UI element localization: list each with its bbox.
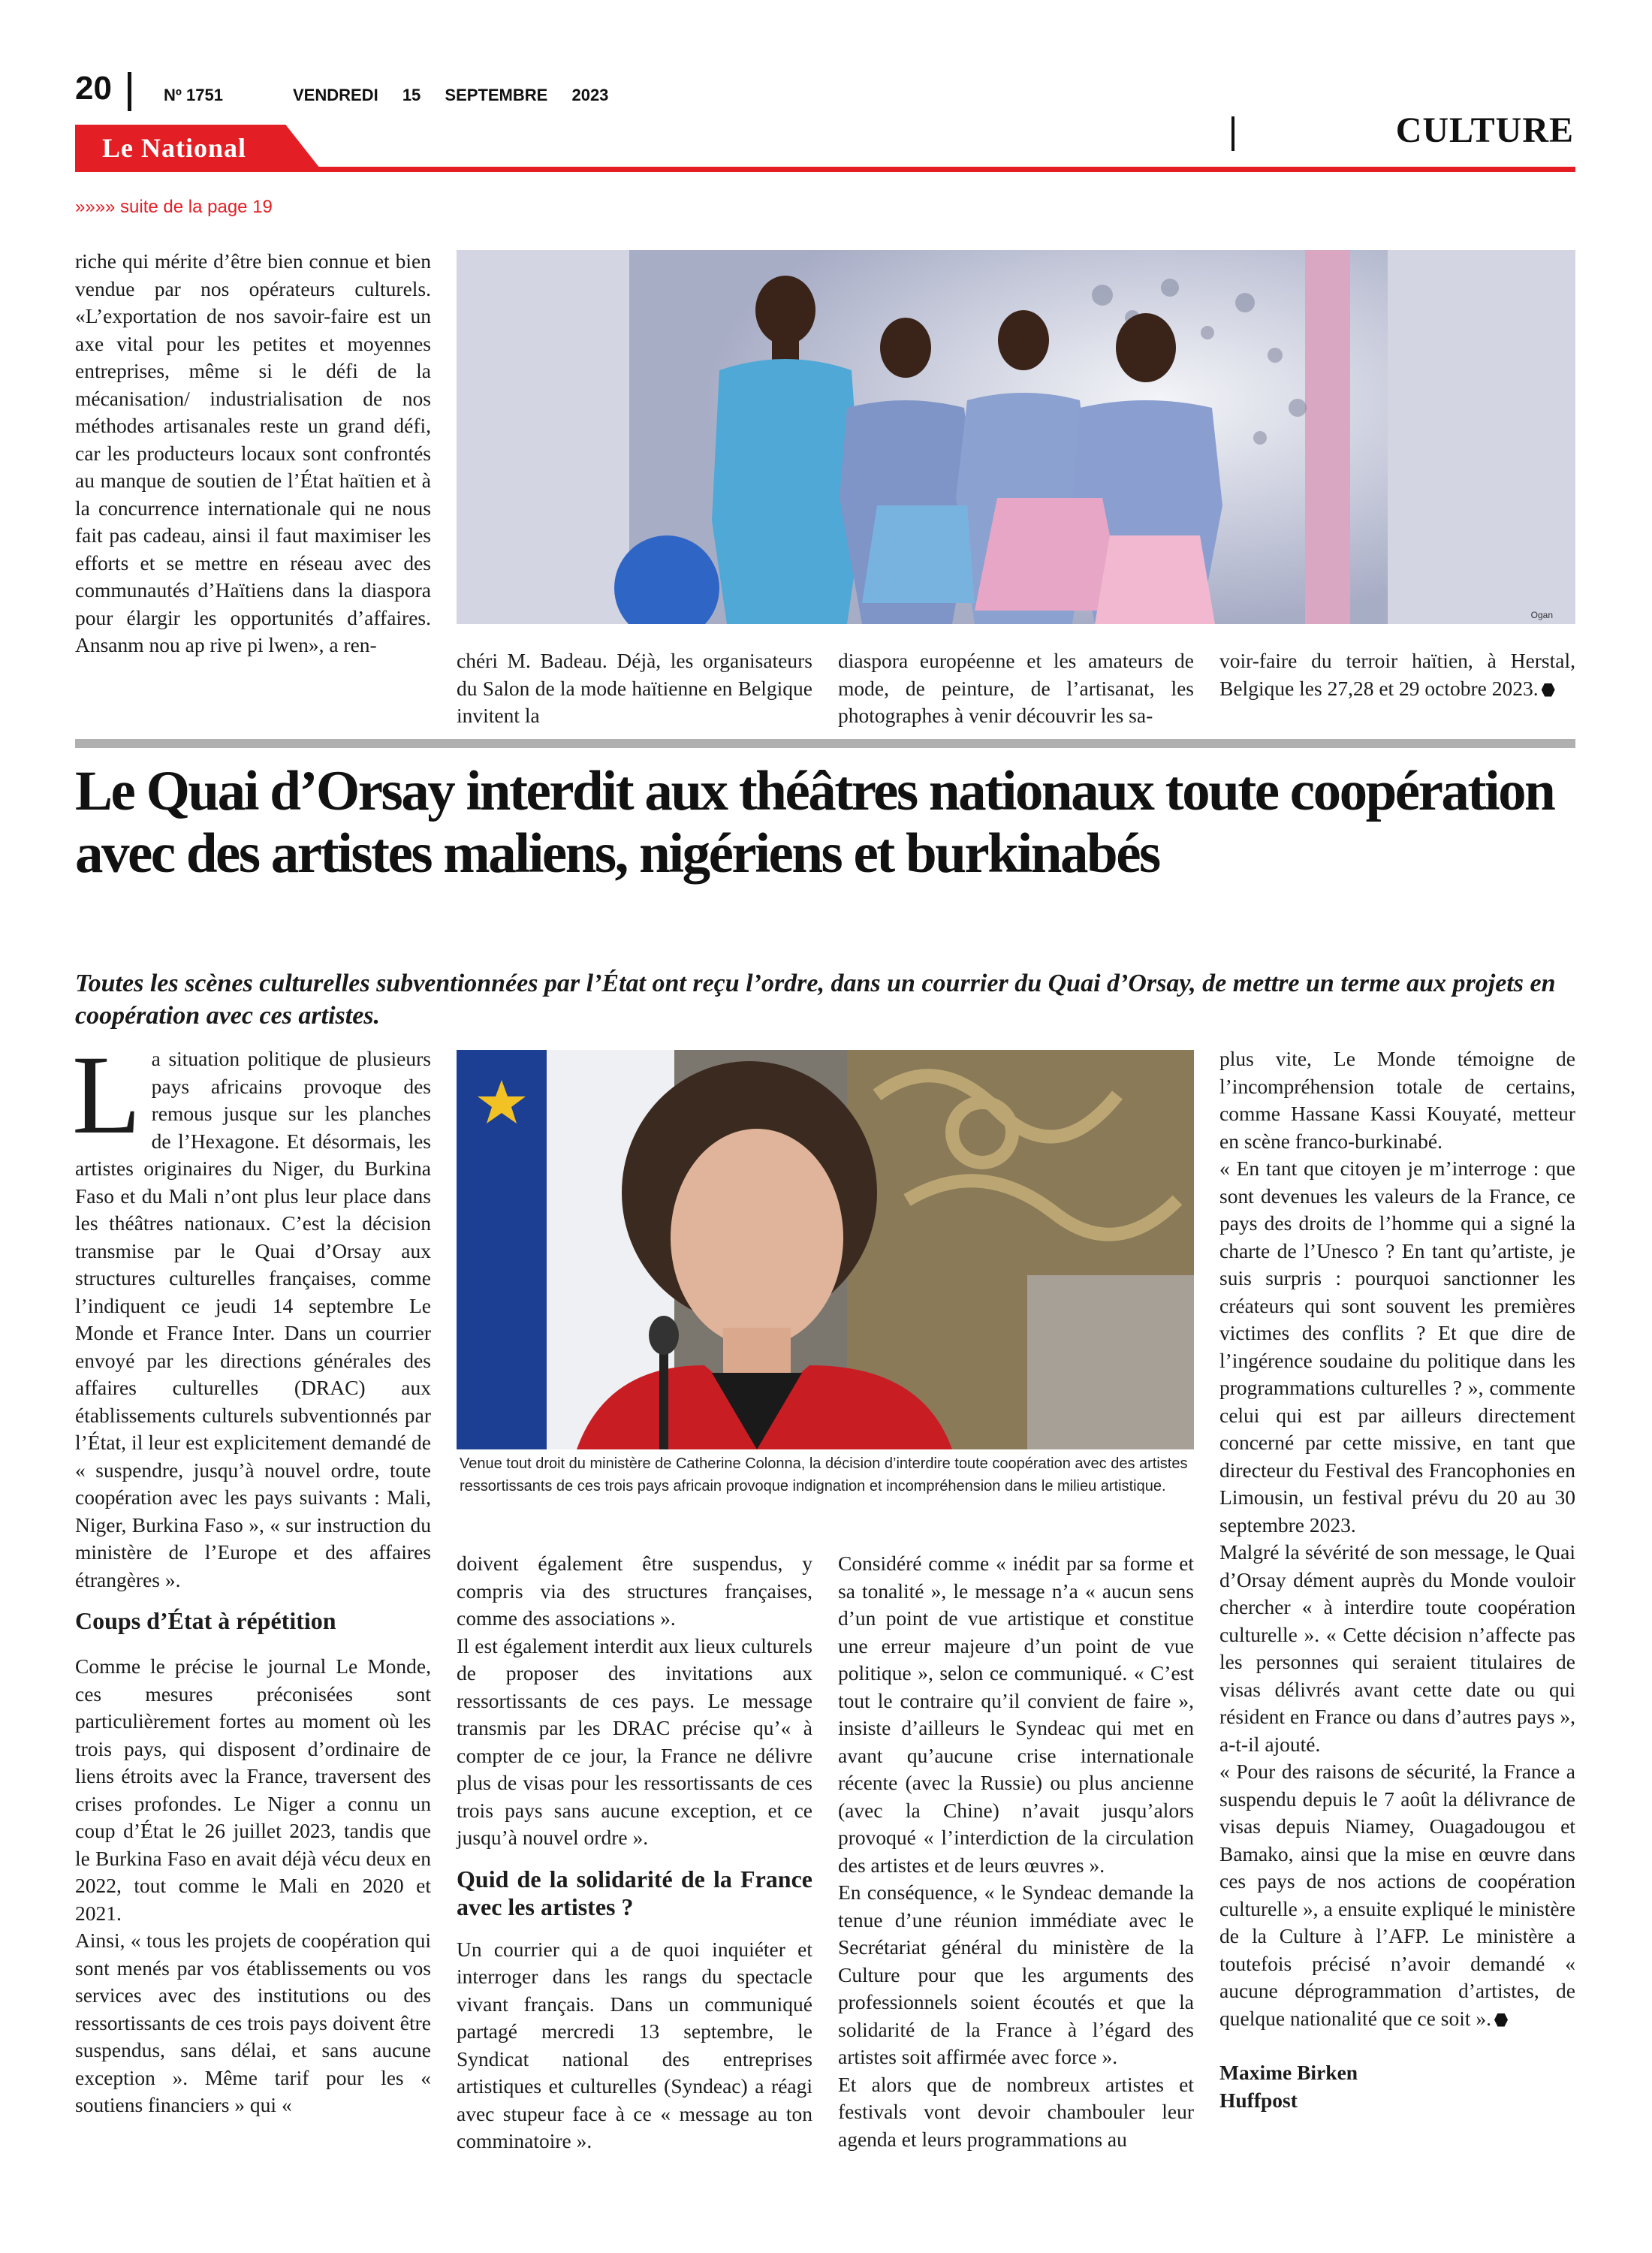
main-col4-p2: « En tant que citoyen je m’interroge : que sont devenues les valeurs de la France, ce pays des droits de l’homme qui a signé la charte de l’Unesco ? En tant qu’artiste, je suis surpris : pourquoi sanctionner les créateurs qui sont souvent les premières victimes des conflits ? Et que dire de l’ingérence soudaine du politique dans les programmations culturelles ? », commente celui qui est par ailleurs directement concerné par cette missive, en tant que directeur du Festival des Francophonies en Limousin, un festival prévu du 20 au 30 septembre 2023.: [1219, 1157, 1575, 1537]
end-of-article-icon: [1542, 683, 1555, 697]
main-col3-p2: En conséquence, « le Syndeac demande la tenue d’une réunion immédiate avec le Secrétariat général du ministère de la Culture pour que les arguments des professionnels soient écoutés et que la solidarité de la France à l’égard des artistes soit affirmée avec force ».: [838, 1881, 1194, 2068]
section-title: CULTURE: [1395, 110, 1574, 150]
top-article-col3: diaspora européenne et les amateurs de mode, de peinture, de l’artisanat, les photographes à venir découvrir les sa-: [838, 649, 1194, 727]
main-col2-p1: doivent également être suspendus, y compris via des structures françaises, comme des associations ».: [457, 1552, 812, 1630]
top-article-col4-text: voir-faire du terroir haïtien, à Herstal, Belgique les 27,28 et 29 octobre 2023.: [1219, 649, 1575, 700]
end-of-article-icon: [1494, 2013, 1508, 2027]
continued-from: »»»» suite de la page 19: [75, 197, 273, 217]
main-col2: [457, 1550, 812, 2155]
main-col4-p1: plus vite, Le Monde témoigne de l’incompréhension totale de certains, comme Hassane Kassi Kouyaté, metteur en scène franco-burkinabé.: [1219, 1047, 1575, 1153]
top-article-col1: riche qui mérite d’être bien connue et bien vendue par nos opérateurs culturels. «L’exportation de nos savoir-faire est un axe vital pour les petites et moyennes entreprises, même si le défi de la mécanisation/ industrialisation de nos méthodes artisanales reste un grand défi, car les producteurs locaux sont confrontés au manque de soutien de l’État haïtien et à la concurrence internationale qui ne nous fait pas cadeau, ainsi il faut maximiser les efforts et se mettre en réseau avec des communautés d’Haïtiens dans la diaspora pour élargir les opportunités d’affaires. Ansanm nou ap rive pi lwen», a ren-: [75, 249, 431, 656]
top-article-col2: chéri M. Badeau. Déjà, les organisateurs du Salon de la mode haïtienne en Belgique invitent la: [457, 649, 812, 727]
minister-portrait-image: [457, 1050, 1194, 1449]
section-divider: [1231, 116, 1234, 151]
author-source: Huffpost: [1219, 2088, 1298, 2112]
lede: Toutes les scènes culturelles subventionnées par l’État ont reçu l’ordre, dans un courrier du Quai d’Orsay, de mettre un terme aux projets en coopération avec ces artistes.: [75, 970, 1556, 1030]
subhead-solidarite: Quid de la solidarité de la France avec les artistes ?: [457, 1865, 812, 1920]
date-day-name: VENDREDI: [293, 86, 378, 104]
brand-logo: Le National: [102, 133, 247, 163]
page-number-divider: [128, 72, 131, 111]
main-col1-p3: Ainsi, « tous les projets de coopération qui sont menés par vos établissements ou vos services avec des institutions ou des ressortissants de ces trois pays doivent être suspendus, sans délai, et sans aucune exception ». Même tarif pour les « soutiens financiers » qui «: [75, 1929, 431, 2116]
main-col1: [72, 1033, 431, 2119]
colonna-photo: [457, 1050, 1194, 1449]
fashion-photo: [457, 250, 1575, 624]
main-col2-p3: Un courrier qui a de quoi inquiéter et interroger dans les rangs du spectacle vivant français. Dans un communiqué partagé mercredi 13 septembre, le Syndicat national des entreprises artistiques et culturelles (Syndeac) a réagi avec stupeur face à ce « message au ton comminatoire ».: [457, 1937, 812, 2152]
main-col4-p3: Malgré la sévérité de son message, le Quai d’Orsay dément auprès du Monde vouloir chercher « à interdire toute coopération culturelle ». « Cette décision n’affecte pas les personnes qui seraient titulaires de visas délivrés avant cette date ou qui résident en France ou dans d’autres pays », a-t-il ajouté.: [1219, 1540, 1575, 1756]
article-separator: [75, 739, 1575, 748]
photo-caption: Venue tout droit du ministère de Catherine Colonna, la décision d’interdire toute coopération avec des artistes ressortissants de ces trois pays africain provoque indignation et incompréhension dans le milieu artistique.: [460, 1455, 1188, 1494]
subhead-coups: Coups d’État à répétition: [75, 1607, 336, 1634]
top-article-col4: [1219, 647, 1575, 702]
main-col2-p2: Il est également interdit aux lieux culturels de proposer des invitations aux ressortissants de ces pays. Le message transmis par les DRAC précise qu’« à compter de ce jour, la France ne délivre plus de visas pour les ressortissants de ces trois pays sans aucune exception, et ce jusqu’à nouvel ordre ».: [457, 1633, 812, 1849]
main-col1-intro: a situation politique de plusieurs pays africains provoque des remous jusque sur les planches de l’Hexagone. Et désormais, les artistes originaires du Niger, du Burkina Faso et du Mali n’ont plus leur place dans les théâtres nationaux. C’est la décision transmise par le Quai d’Orsay aux structures culturelles françaises, comme l’indiquent ce jeudi 14 septembre Le Monde et France Inter. Dans un courrier envoyé par les directions générales des affaires culturelles (DRAC) aux établissements culturels subventionnés par l’État, il leur est explicitement demandé de « suspendre, jusqu’à nouvel ordre, toute coopération avec les pays suivants : Mali, Niger, Burkina Faso », « sur instruction du ministère de l’Europe et des affaires étrangères ».: [75, 1047, 431, 1591]
main-col4-p4: « Pour des raisons de sécurité, la France a suspendu depuis le 7 août la délivrance de visas depuis Niamey, Ouagadougou et Bamako, ainsi que la mise en œuvre dans ces pays de nos actions de coopération culturelle », a ensuite expliqué le ministère de la Culture à l’AFP. Le ministère a toutefois précisé n’avoir demandé « aucune déprogrammation d’artistes, de quelque nationalité que ce soit ».: [1219, 1760, 1575, 2030]
headline: Le Quai d’Orsay interdit aux théâtres nationaux toute coopération avec des artistes maliens, nigériens et burkinabés: [75, 760, 1554, 885]
author-name: Maxime Birken: [1219, 2061, 1358, 2084]
main-col4: [1219, 1045, 1575, 2114]
main-col3: [838, 1550, 1194, 2153]
issue-number: Nº 1751: [164, 86, 223, 104]
main-col1-p2: Comme le précise le journal Le Monde, ces mesures préconisées sont particulièrement fortes au moment où les trois pays, qui disposent d’ordinaire de liens étroits avec la France, traversent des crises profondes. Le Niger a connu un coup d’État le 26 juillet 2023, tandis que le Burkina Faso en avait déjà vécu deux en 2022, tout comme le Mali en 2020 et 2021.: [75, 1654, 431, 1925]
dropcap: L: [72, 1033, 141, 1157]
page-number: 20: [75, 70, 112, 107]
photo-credit: Ogan: [1530, 610, 1553, 620]
date-day: 15: [402, 86, 421, 104]
main-col3-p1: Considéré comme « inédit par sa forme et sa tonalité », le message n’a « aucun sens d’un point de vue artistique et constitue une erreur majeure d’un point de vue politique », selon ce communiqué. « C’est tout le contraire qu’il convient de faire », insiste d’ailleurs le Syndeac qui met en avant qu’aucune crise internationale récente (avec la Russie) ou plus ancienne (avec la Chine) n’avait jusqu’alors provoqué « l’interdiction de la circulation des artistes et de leurs œuvres ».: [838, 1552, 1194, 1877]
fashion-models-image: [457, 250, 1575, 624]
issue-date: [293, 86, 608, 105]
main-col3-p3: Et alors que de nombreux artistes et festivals vont devoir chambouler leur agenda et leurs programmations au: [838, 2072, 1194, 2151]
date-month: SEPTEMBRE: [445, 86, 548, 104]
date-year: 2023: [571, 86, 609, 104]
